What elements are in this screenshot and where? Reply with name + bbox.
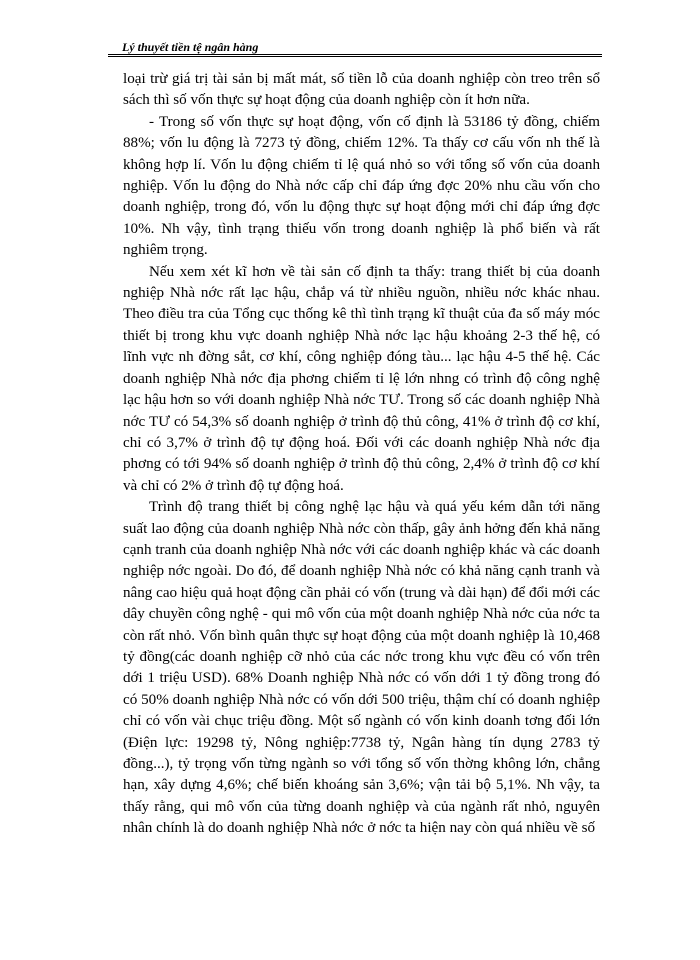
body-text <box>123 69 600 840</box>
paragraph-capital-structure: - Trong số vốn thực sự hoạt động, vốn cố định là 53186 tỷ đồng, chiếm 88%; vốn lu động là 7273 tỷ đồng, chiếm 12%. Ta thấy cơ cấu vốn nh thế là không hợp lí. Vốn lu động chiếm tỉ lệ quá nhỏ so với tổng số vốn của doanh nghiệp. Vốn lu động do Nhà nớc cấp chỉ đáp ứng đợc 20% nhu cầu vốn cho doanh nghiệp, trong đó, vốn lu động thực sự hoạt động mới chỉ đáp ứng đợc 10%. Nh vậy, tình trạng thiếu vốn trong doanh nghiệp là phổ biến và rất nghiêm trọng. <box>123 113 600 259</box>
paragraph-continuation: loại trừ giá trị tài sản bị mất mát, số tiền lỗ của doanh nghiệp còn treo trên sổ sách thì số vốn thực sự hoạt động của doanh nghiệp còn ít hơn nữa. <box>123 71 600 109</box>
paragraph-technology-level: Trình độ trang thiết bị công nghệ lạc hậu và quá yếu kém dẫn tới năng suất lao động của doanh nghiệp Nhà nớc còn thấp, gây ảnh hởng đến khả năng cạnh tranh của doanh nghiệp Nhà nớc với các doanh nghiệp khác và các doanh nghiệp nớc ngoài. Do đó, để doanh nghiệp Nhà nớc có khả năng cạnh tranh và nâng cao hiệu quả hoạt động cần phải có vốn (trung và dài hạn) để đổi mới các dây chuyền công nghệ - qui mô vốn của một doanh nghiệp Nhà nớc của nớc ta còn rất nhỏ. Vốn bình quân thực sự hoạt động của một doanh nghiệp là 10,468 tỷ đồng(các doanh nghiệp cỡ nhỏ của các nớc trong khu vực đều có vốn trên dới 1 triệu USD). 68% Doanh nghiệp Nhà nớc có vốn dới 1 tỷ đồng trong đó có 50% doanh nghiệp Nhà nớc có vốn dới 500 triệu, thậm chí có doanh nghiệp chỉ có vốn vài chục triệu đồng. Một số ngành có vốn kinh doanh tơng đối lớn (Điện lực: 19298 tỷ, Nông nghiệp:7738 tỷ, Ngân hàng tín dụng 2783 tỷ đồng...), tỷ trọng vốn từng ngành so với tổng số vốn thờng không lớn, chẳng hạn, xây dựng 4,6%; chế biến khoáng sản 3,6%; vận tải bộ 5,1%. Nh vậy, ta thấy rằng, qui mô vốn của từng doanh nghiệp và của ngành rất nhỏ, nguyên nhân chính là do doanh nghiệp Nhà nớc ở nớc ta hiện nay còn quá nhiều về số <box>123 499 600 837</box>
paragraph-fixed-assets: Nếu xem xét kĩ hơn về tài sản cố định ta thấy: trang thiết bị của doanh nghiệp Nhà nớc rất lạc hậu, chắp vá từ nhiều nguồn, nhiều nớc khác nhau. Theo điều tra của Tổng cục thống kê thì tình trạng kĩ thuật của đa số máy móc thiết bị trong khu vực doanh nghiệp Nhà nớc lạc hậu khoảng 2-3 thế hệ, có lĩnh vực nh đờng sắt, cơ khí, công nghiệp đóng tàu... lạc hậu 4-5 thế hệ. Các doanh nghiệp Nhà nớc địa phơng chiếm tỉ lệ lớn nhng có trình độ công nghệ lạc hậu hơn so với doanh nghiệp Nhà nớc TƯ. Trong số các doanh nghiệp Nhà nớc TƯ có 54,3% số doanh nghiệp ở trình độ thủ công, 41% ở trình độ cơ khí, chỉ có 3,7% ở trình độ tự động hoá. Đối với các doanh nghiệp Nhà nớc địa phơng có tới 94% số doanh nghiệp ở trình độ thủ công, 2,4% ở trình độ cơ khí và chỉ có 2% ở trình độ tự động hoá. <box>123 263 600 494</box>
running-header: Lý thuyết tiền tệ ngân hàng <box>122 40 259 54</box>
header-rule <box>108 54 602 57</box>
